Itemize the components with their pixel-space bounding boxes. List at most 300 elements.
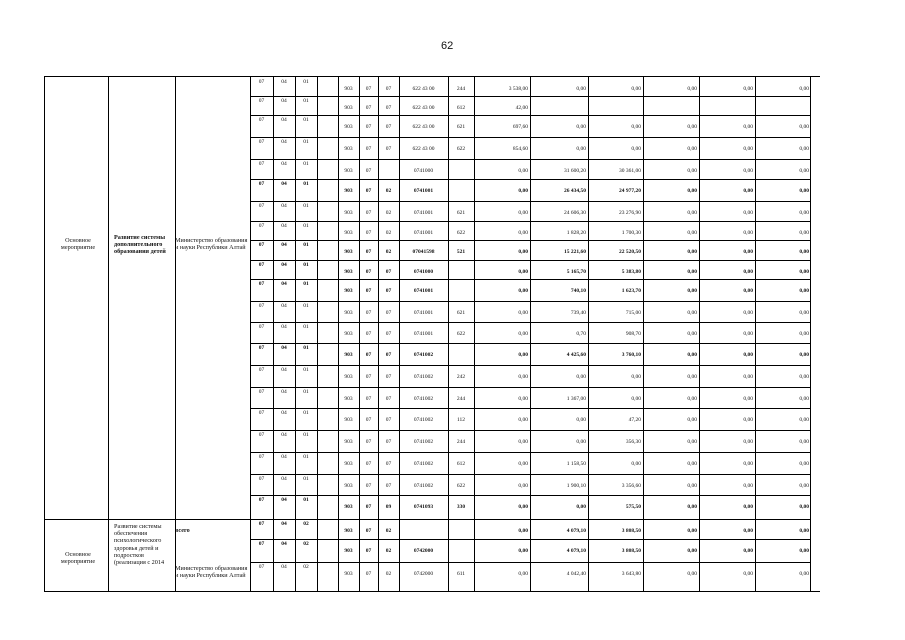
cell-p1: 07 — [258, 324, 265, 330]
cell-v2: 24 606,30 — [564, 210, 586, 216]
cell-grbs: 903 — [344, 504, 353, 510]
cell-p1: 07 — [258, 223, 265, 229]
cell-v1: 3 538,00 — [508, 86, 528, 92]
column-divider — [44, 77, 45, 591]
cell-p1: 07 — [258, 497, 265, 503]
cell-grbs: 903 — [344, 439, 353, 445]
cell-p1: 07 — [258, 454, 265, 460]
cell-p3: 01 — [303, 324, 309, 330]
cell-p1: 07 — [258, 98, 265, 104]
cell-p1: 07 — [258, 79, 265, 85]
cell-pr: 07 — [385, 310, 392, 316]
cell-pr: 07 — [385, 331, 392, 337]
cell-pr: 07 — [385, 396, 392, 402]
cell-p2: 04 — [281, 564, 287, 570]
column-divider — [359, 77, 360, 591]
cell-v4: 0,00 — [687, 249, 697, 255]
cell-grbs: 903 — [344, 461, 353, 467]
cell-vr: 622 — [456, 146, 466, 152]
cell-grbs: 903 — [344, 396, 353, 402]
cell-v4: 0,00 — [687, 288, 697, 294]
cell-v6: 0,00 — [799, 483, 809, 489]
cell-v2: 1 158,50 — [566, 461, 586, 467]
cell-pr: 07 — [385, 105, 392, 111]
cell-v5: 0,00 — [743, 146, 753, 152]
cell-csr: 0741001 — [413, 288, 434, 294]
cell-v4: 0,00 — [687, 331, 697, 337]
cell-v2: 0,70 — [576, 331, 586, 337]
cell-v4: 0,00 — [687, 188, 697, 194]
cell-p1: 07 — [258, 410, 265, 416]
column-divider — [448, 77, 449, 591]
cell-v2: 4 425,60 — [566, 352, 586, 358]
cell-v3: 24 977,20 — [619, 188, 641, 194]
column-divider — [108, 77, 109, 591]
cell-p3: 01 — [303, 139, 309, 145]
cell-v6: 0,00 — [799, 548, 809, 554]
cell-vr: 330 — [456, 504, 466, 510]
cell-vr: 242 — [456, 374, 466, 380]
cell-v6: 0,00 — [799, 528, 809, 534]
cell-v5: 0,00 — [743, 269, 753, 275]
cell-p2: 04 — [281, 389, 287, 395]
cell-p3: 01 — [303, 476, 309, 482]
cell-v6: 0,00 — [799, 461, 809, 467]
cell-vr: 622 — [456, 230, 466, 236]
cell-vr: 244 — [456, 86, 466, 92]
cell-pr: 07 — [385, 269, 392, 275]
cell-v5: 0,00 — [743, 249, 753, 255]
cell-grbs: 903 — [344, 124, 353, 130]
cell-p3: 01 — [303, 117, 309, 123]
cell-pr: 02 — [385, 230, 392, 236]
cell-v1: 0,00 — [518, 288, 528, 294]
cell-v2: 1 828,20 — [566, 230, 586, 236]
cell-v5: 0,00 — [743, 439, 753, 445]
cell-v6: 0,00 — [799, 331, 809, 337]
cell-v1: 0,00 — [518, 310, 528, 316]
cell-v2: 0,00 — [576, 417, 586, 423]
column-divider — [474, 77, 475, 591]
column-divider — [378, 77, 379, 591]
cell-v6: 0,00 — [799, 188, 809, 194]
cell-pr: 07 — [385, 86, 392, 92]
cell-v1: 42,00 — [515, 105, 528, 111]
cell-v5: 0,00 — [743, 230, 753, 236]
cell-pr: 07 — [385, 352, 392, 358]
cell-v4: 0,00 — [687, 146, 697, 152]
cell-v6: 0,00 — [799, 269, 809, 275]
cell-p3: 01 — [303, 367, 309, 373]
cell-v5: 0,00 — [743, 210, 753, 216]
cell-v1: 0,00 — [518, 571, 528, 577]
cell-p2: 04 — [281, 139, 287, 145]
cell-v4: 0,00 — [687, 374, 697, 380]
column-divider — [588, 77, 589, 591]
cell-p3: 02 — [303, 564, 309, 570]
cell-grbs: 903 — [344, 86, 353, 92]
cell-v3: 908,70 — [625, 331, 641, 337]
cell-p1: 07 — [258, 281, 265, 287]
column-divider — [175, 77, 176, 591]
cell-pr: 07 — [385, 288, 392, 294]
cell-p3: 02 — [303, 541, 309, 547]
cell-p1: 07 — [258, 541, 265, 547]
cell-csr: 0741002 — [413, 439, 434, 445]
cell-csr: 0741002 — [413, 461, 434, 467]
cell-p3: 01 — [303, 345, 309, 351]
cell-pr: 02 — [385, 188, 392, 194]
cell-p2: 04 — [281, 223, 287, 229]
cell-vr: 244 — [456, 396, 466, 402]
cell-rz: 07 — [365, 168, 372, 174]
cell-v6: 0,00 — [799, 374, 809, 380]
cell-v4: 0,00 — [687, 396, 697, 402]
cell-v2: 1 900,10 — [566, 483, 586, 489]
cell-v6: 0,00 — [799, 168, 809, 174]
cell-v2: 4 079,10 — [566, 548, 586, 554]
cell-p2: 04 — [281, 521, 287, 527]
cell-p1: 07 — [258, 203, 265, 209]
cell-grbs: 903 — [344, 269, 353, 275]
cell-p2: 04 — [281, 367, 287, 373]
cell-v5: 0,00 — [743, 528, 753, 534]
cell-v1: 0,00 — [518, 461, 528, 467]
cell-v4: 0,00 — [687, 310, 697, 316]
cell-p2: 04 — [281, 476, 287, 482]
cell-v1: 697,60 — [512, 124, 528, 130]
cell-v1: 0,00 — [518, 188, 528, 194]
block2-name: Развитие системы обеспечения психологического здоровья детей и подростков (реализация с 2014 — [114, 523, 165, 567]
cell-v6: 0,00 — [799, 146, 809, 152]
cell-p2: 04 — [281, 541, 287, 547]
cell-v2: 0,00 — [576, 504, 586, 510]
cell-v5: 0,00 — [743, 288, 753, 294]
column-divider — [295, 77, 296, 591]
cell-rz: 07 — [365, 504, 372, 510]
cell-p3: 01 — [303, 79, 309, 85]
cell-p1: 07 — [258, 564, 265, 570]
cell-v4: 0,00 — [687, 86, 697, 92]
cell-p2: 04 — [281, 303, 287, 309]
cell-csr: 622 43 00 — [412, 86, 435, 92]
cell-p1: 07 — [258, 242, 265, 248]
cell-v2: 15 221,60 — [564, 249, 586, 255]
cell-grbs: 903 — [344, 352, 353, 358]
cell-v1: 0,00 — [518, 396, 528, 402]
cell-p1: 07 — [258, 345, 265, 351]
cell-p3: 01 — [303, 262, 309, 268]
cell-v2: 0,00 — [576, 374, 586, 380]
cell-grbs: 903 — [344, 288, 353, 294]
cell-v1: 0,00 — [518, 331, 528, 337]
cell-p2: 04 — [281, 98, 287, 104]
row-divider — [44, 519, 810, 520]
cell-p2: 04 — [281, 281, 287, 287]
cell-v4: 0,00 — [687, 269, 697, 275]
cell-p2: 04 — [281, 161, 287, 167]
cell-v6: 0,00 — [799, 352, 809, 358]
cell-v5: 0,00 — [743, 188, 753, 194]
cell-v3: 3 643,80 — [621, 571, 641, 577]
cell-v3: 3 760,10 — [621, 352, 641, 358]
cell-p3: 01 — [303, 303, 309, 309]
cell-v5: 0,00 — [743, 504, 753, 510]
block2-total-label: всего — [175, 527, 190, 534]
cell-p1: 07 — [258, 521, 265, 527]
cell-p3: 01 — [303, 432, 309, 438]
cell-vr: 612 — [456, 461, 466, 467]
cell-v2: 0,00 — [576, 439, 586, 445]
cell-p2: 04 — [281, 497, 287, 503]
column-divider — [250, 77, 251, 591]
cell-v4: 0,00 — [687, 483, 697, 489]
cell-v1: 0,00 — [518, 249, 528, 255]
cell-p3: 02 — [303, 521, 309, 527]
cell-v2: 31 600,20 — [564, 168, 586, 174]
cell-pr: 07 — [385, 417, 392, 423]
cell-p3: 01 — [303, 181, 309, 187]
cell-vr: 622 — [456, 331, 466, 337]
cell-v1: 0,00 — [518, 504, 528, 510]
column-divider — [699, 77, 700, 591]
cell-p3: 01 — [303, 161, 309, 167]
cell-v4: 0,00 — [687, 210, 697, 216]
cell-v1: 0,00 — [518, 439, 528, 445]
cell-p2: 04 — [281, 117, 287, 123]
cell-v4: 0,00 — [687, 571, 697, 577]
cell-csr: 0741001 — [413, 331, 434, 337]
cell-rz: 07 — [365, 288, 372, 294]
cell-grbs: 903 — [344, 417, 353, 423]
cell-v2: 26 434,50 — [564, 188, 586, 194]
column-divider — [530, 77, 531, 591]
cell-v5: 0,00 — [743, 548, 753, 554]
cell-p1: 07 — [258, 303, 265, 309]
cell-v1: 0,00 — [518, 230, 528, 236]
cell-v1: 0,00 — [518, 352, 528, 358]
cell-v2: 0,00 — [576, 86, 586, 92]
cell-csr: 0741002 — [413, 417, 434, 423]
cell-p3: 01 — [303, 454, 309, 460]
cell-p3: 01 — [303, 242, 309, 248]
column-divider — [317, 77, 318, 591]
cell-v5: 0,00 — [743, 86, 753, 92]
cell-p3: 01 — [303, 223, 309, 229]
cell-v5: 0,00 — [743, 571, 753, 577]
column-divider — [273, 77, 274, 591]
cell-grbs: 903 — [344, 249, 353, 255]
cell-p1: 07 — [258, 476, 265, 482]
cell-p1: 07 — [258, 117, 265, 123]
cell-csr: 0742000 — [413, 571, 434, 577]
cell-v6: 0,00 — [799, 571, 809, 577]
cell-v3: 0,00 — [631, 461, 641, 467]
cell-v3: 3 808,50 — [621, 548, 641, 554]
cell-p3: 01 — [303, 281, 309, 287]
cell-v6: 0,00 — [799, 417, 809, 423]
cell-v3: 47,20 — [628, 417, 641, 423]
cell-csr: 0741002 — [413, 352, 434, 358]
cell-v5: 0,00 — [743, 352, 753, 358]
cell-pr: 07 — [385, 146, 392, 152]
cell-v5: 0,00 — [743, 374, 753, 380]
block2-executor: Министерство образования и науки Республики Алтай — [175, 565, 248, 580]
cell-v2: 5 165,70 — [566, 269, 586, 275]
cell-p2: 04 — [281, 262, 287, 268]
cell-pr: 02 — [385, 528, 392, 534]
cell-grbs: 903 — [344, 105, 353, 111]
cell-v3: 3 356,60 — [621, 483, 641, 489]
cell-v3: 0,00 — [631, 396, 641, 402]
cell-rz: 07 — [365, 396, 372, 402]
cell-rz: 07 — [365, 528, 372, 534]
cell-rz: 07 — [365, 249, 372, 255]
cell-v2: 0,00 — [576, 146, 586, 152]
cell-pr: 07 — [385, 124, 392, 130]
block1-name: Развитие системы дополнительного образования детей — [114, 234, 166, 256]
cell-p1: 07 — [258, 432, 265, 438]
column-divider — [399, 77, 400, 591]
cell-v5: 0,00 — [743, 124, 753, 130]
cell-rz: 07 — [365, 374, 372, 380]
cell-p3: 01 — [303, 389, 309, 395]
cell-p3: 01 — [303, 410, 309, 416]
cell-csr: 0741093 — [413, 504, 434, 510]
cell-rz: 07 — [365, 124, 372, 130]
cell-vr: 612 — [456, 105, 466, 111]
cell-v6: 0,00 — [799, 249, 809, 255]
cell-grbs: 903 — [344, 310, 353, 316]
cell-v6: 0,00 — [799, 86, 809, 92]
cell-v1: 0,00 — [518, 269, 528, 275]
cell-csr: 07041598 — [412, 249, 435, 255]
block1-executor: Министерство образования и науки Республики Алтай — [175, 237, 248, 252]
cell-v3: 0,00 — [631, 86, 641, 92]
cell-pr: 09 — [385, 504, 392, 510]
cell-grbs: 903 — [344, 548, 353, 554]
cell-p2: 04 — [281, 181, 287, 187]
cell-rz: 07 — [365, 439, 372, 445]
cell-v1: 0,00 — [518, 528, 528, 534]
cell-p2: 04 — [281, 432, 287, 438]
cell-p2: 04 — [281, 345, 287, 351]
cell-v5: 0,00 — [743, 331, 753, 337]
cell-rz: 07 — [365, 86, 372, 92]
cell-csr: 0742000 — [413, 548, 434, 554]
cell-rz: 07 — [365, 210, 372, 216]
cell-v1: 0,00 — [518, 417, 528, 423]
cell-v4: 0,00 — [687, 528, 697, 534]
cell-grbs: 903 — [344, 168, 353, 174]
cell-csr: 0741000 — [413, 168, 434, 174]
cell-grbs: 903 — [344, 230, 353, 236]
cell-p1: 07 — [258, 367, 265, 373]
page-number: 62 — [441, 40, 454, 52]
cell-v4: 0,00 — [687, 352, 697, 358]
cell-v3: 23 276,90 — [619, 210, 641, 216]
cell-v4: 0,00 — [687, 548, 697, 554]
cell-grbs: 903 — [344, 188, 353, 194]
cell-vr: 621 — [456, 210, 466, 216]
cell-v3: 0,00 — [631, 146, 641, 152]
cell-v4: 0,00 — [687, 439, 697, 445]
cell-v6: 0,00 — [799, 439, 809, 445]
cell-pr: 02 — [385, 210, 392, 216]
cell-grbs: 903 — [344, 528, 353, 534]
cell-v2: 4 079,10 — [566, 528, 586, 534]
cell-csr: 622 43 00 — [412, 105, 435, 111]
cell-v2: 0,00 — [576, 124, 586, 130]
cell-csr: 0741001 — [413, 230, 434, 236]
cell-rz: 07 — [365, 331, 372, 337]
block1-type: Основное мероприятие — [60, 237, 96, 252]
cell-rz: 07 — [365, 483, 372, 489]
cell-vr: 244 — [456, 439, 466, 445]
cell-v5: 0,00 — [743, 461, 753, 467]
cell-rz: 07 — [365, 352, 372, 358]
cell-v3: 22 520,50 — [619, 249, 641, 255]
cell-v4: 0,00 — [687, 504, 697, 510]
cell-csr: 0741002 — [413, 483, 434, 489]
cell-rz: 07 — [365, 571, 372, 577]
cell-csr: 0741000 — [413, 269, 434, 275]
cell-v1: 0,00 — [518, 548, 528, 554]
cell-v5: 0,00 — [743, 396, 753, 402]
cell-pr: 02 — [385, 571, 392, 577]
cell-v1: 854,60 — [512, 146, 528, 152]
cell-v6: 0,00 — [799, 124, 809, 130]
cell-v6: 0,00 — [799, 396, 809, 402]
cell-v3: 356,30 — [625, 439, 641, 445]
cell-v2: 1 367,00 — [566, 396, 586, 402]
cell-p1: 07 — [258, 139, 265, 145]
cell-grbs: 903 — [344, 571, 353, 577]
column-divider — [810, 77, 811, 591]
cell-rz: 07 — [365, 188, 372, 194]
column-divider — [338, 77, 339, 591]
cell-v4: 0,00 — [687, 124, 697, 130]
cell-p2: 04 — [281, 203, 287, 209]
cell-v3: 30 361,00 — [619, 168, 641, 174]
cell-rz: 07 — [365, 310, 372, 316]
cell-p2: 04 — [281, 324, 287, 330]
cell-v2: 4 042,40 — [566, 571, 586, 577]
cell-rz: 07 — [365, 269, 372, 275]
cell-pr: 07 — [385, 461, 392, 467]
cell-v3: 575,50 — [625, 504, 641, 510]
cell-pr: 07 — [385, 439, 392, 445]
cell-pr: 07 — [385, 483, 392, 489]
cell-v3: 0,00 — [631, 374, 641, 380]
cell-rz: 07 — [365, 548, 372, 554]
cell-v6: 0,00 — [799, 504, 809, 510]
cell-rz: 07 — [365, 230, 372, 236]
cell-v6: 0,00 — [799, 310, 809, 316]
cell-v3: 0,00 — [631, 124, 641, 130]
cell-rz: 07 — [365, 417, 372, 423]
cell-p2: 04 — [281, 410, 287, 416]
cell-csr: 0741001 — [413, 310, 434, 316]
cell-p3: 01 — [303, 203, 309, 209]
cell-rz: 07 — [365, 146, 372, 152]
cell-v6: 0,00 — [799, 210, 809, 216]
cell-csr: 622 43 00 — [412, 146, 435, 152]
cell-v1: 0,00 — [518, 483, 528, 489]
column-divider — [643, 77, 644, 591]
cell-v2: 739,40 — [570, 310, 586, 316]
cell-v4: 0,00 — [687, 168, 697, 174]
